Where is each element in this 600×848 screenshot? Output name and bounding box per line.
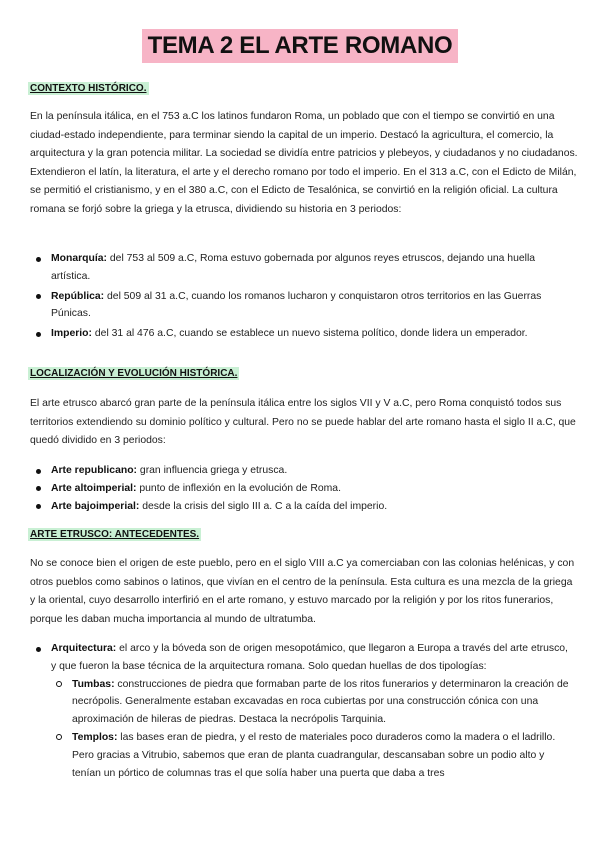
paragraph-etrusco: No se conoce bien el origen de este pueblo, pero en el siglo VIII a.C ya comerciaban con las colonias helénicas, y con otros pueblos como sabinos o latinos, que vivían en el centro de la península. Esta cultura es una mezcla de la griega y la oriental, cuyo desarrollo interfirió en el arte romano, y estuvo marcado por la religión y por los ritos funerarios, porque les daban mucha importancia al mundo de ultratumba. <box>30 558 575 625</box>
paragraph-localizacion: El arte etrusco abarcó gran parte de la península itálica entre los siglos VII y V a.C, pero Roma conquistó todos sus territorios extendiendo su dominio político y cultural. Pero no se puede hablar del arte romano hasta el siglo II a.C, que quedó dividido en 3 periodos: <box>30 398 576 447</box>
page-title: TEMA 2 EL ARTE ROMANO <box>142 29 459 63</box>
sublist-tipologias <box>51 676 575 783</box>
heading-etrusco: ARTE ETRUSCO: ANTECEDENTES. <box>30 529 200 540</box>
list-item: República: del 509 al 31 a.C, cuando los romanos lucharon y conquistaron otros territorios en las Guerras Púnicas. <box>30 288 575 324</box>
list-item: Monarquía: del 753 al 509 a.C, Roma estuvo gobernada por algunos reyes etruscos, dejando una huella artística. <box>30 250 575 286</box>
list-item: Arte bajoimperial: desde la crisis del siglo III a. C a la caída del imperio. <box>30 498 575 516</box>
list-item: Arquitectura: el arco y la bóveda son de origen mesopotámico, que llegaron a Europa a través del arte etrusco, y que fueron la base técnica de la arquitectura romana. Solo quedan huellas de dos tipologías: Tumbas: construcciones de piedra que formaban parte de los ritos funerarios y determinaron la creación de necrópolis. Generalmente estaban excavadas en roca cubiertas por una construcción cónica con una aproximación de hileras de piedras. Destaca la necrópolis Tarquinia. Templos: las bases eran de piedra, y el resto de materiales poco duraderos como la madera o el ladrillo. Pero gracias a Vitrubio, sabemos que eran de planta cuadrangular, descansaban sobre un podio alto y tenían un pórtico de columnas tras el que solía haber una puerta que daba a tres <box>30 640 575 782</box>
list-periodos <box>30 250 575 345</box>
heading-localizacion: LOCALIZACIÓN Y EVOLUCIÓN HISTÓRICA. <box>30 368 238 379</box>
list-item: Arte altoimperial: punto de inflexión en la evolución de Roma. <box>30 480 575 498</box>
list-arte <box>30 462 575 515</box>
list-item: Arte republicano: gran influencia griega y etrusca. <box>30 462 575 480</box>
sublist-item: Tumbas: construcciones de piedra que formaban parte de los ritos funerarios y determinaron la creación de necrópolis. Generalmente estaban excavadas en roca cubiertas por una construcción cónica con una aproximación de hileras de piedras. Destaca la necrópolis Tarquinia. <box>51 676 575 729</box>
list-etrusco <box>30 640 575 784</box>
heading-contexto: CONTEXTO HISTÓRICO. <box>30 83 147 94</box>
list-item: Imperio: del 31 al 476 a.C, cuando se establece un nuevo sistema político, donde lidera un emperador. <box>30 325 575 343</box>
sublist-item: Templos: las bases eran de piedra, y el resto de materiales poco duraderos como la madera o el ladrillo. Pero gracias a Vitrubio, sabemos que eran de planta cuadrangular, descansaban sobre un podio alto y tenían un pórtico de columnas tras el que solía haber una puerta que daba a tres <box>51 729 575 782</box>
paragraph-contexto: En la península itálica, en el 753 a.C los latinos fundaron Roma, un poblado que con el tiempo se convirtió en una ciudad-estado independiente, para terminar siendo la capital de un imperio. Destacó la agricultura, el comercio, la arquitectura y la gran potencia militar. La sociedad se dividía entre patricios y plebeyos, y ciudadanos y no ciudadanos. Extendieron el latín, la literatura, el arte y el derecho romano por todo el imperio. En el 313 a.C, con el Edicto de Milán, se permitió el cristianismo, y en el 380 a.C, con el Edicto de Tesalónica, se convirtió en la religión oficial. La cultura romana se forjó sobre la griega y la etrusca, dividiendo su historia en 3 periodos: <box>30 111 578 215</box>
